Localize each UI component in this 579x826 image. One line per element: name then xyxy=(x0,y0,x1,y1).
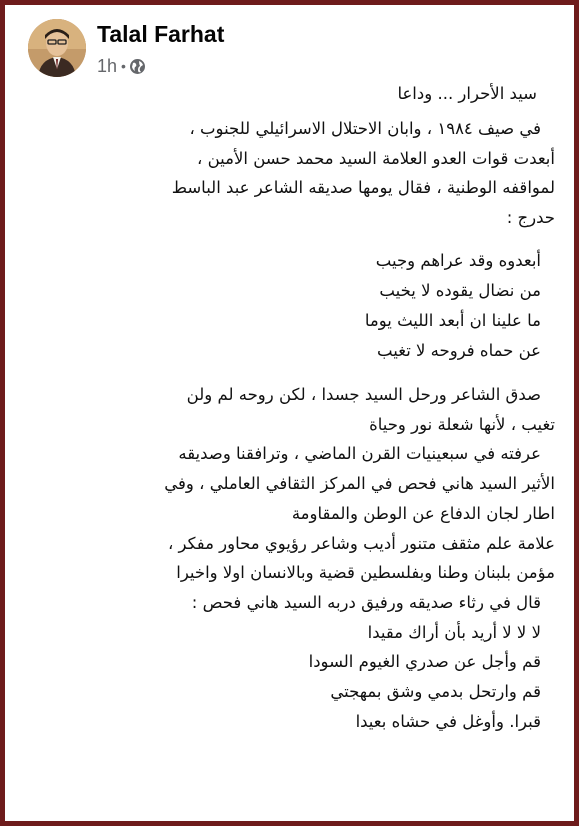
post-header xyxy=(5,5,574,83)
post-title: سيد الأحرار ... وداعا xyxy=(397,84,537,103)
post-meta xyxy=(97,56,146,76)
author-name[interactable]: Talal Farhat xyxy=(97,21,225,47)
globe-icon[interactable] xyxy=(129,58,146,75)
paragraph-tribute xyxy=(25,380,555,736)
post-card xyxy=(5,5,574,821)
poem-line: لا لا لا أريد بأن أراك مقيدا xyxy=(367,622,541,642)
text-line: صدق الشاعر ورحل السيد جسدا ، لكن روحه لم ولن xyxy=(186,385,541,404)
text-line: علامة علم مثقف متنور أديب وشاعر رؤيوي محاور مفكر ، xyxy=(167,533,555,553)
poem-line: من نضال يقوده لا يخيب xyxy=(379,281,541,300)
text-line: لمواقفه الوطنية ، فقال يومها صديقه الشاعر عبد الباسط xyxy=(171,178,555,197)
poem-line: قم وأجل عن صدري الغيوم السودا xyxy=(308,652,541,672)
text-line: مؤمن بلبنان وطنا وبفلسطين قضية وبالانسان اولا واخيرا xyxy=(176,563,555,583)
poem-line: أبعدوه وقد عراهم وجيب xyxy=(375,251,541,270)
paragraph-exile xyxy=(25,114,555,232)
post-body xyxy=(25,79,555,736)
meta-separator: • xyxy=(121,58,126,74)
text-line: أبعدت قوات العدو العلامة السيد محمد حسن الأمين ، xyxy=(197,148,555,168)
post-time[interactable]: 1h xyxy=(97,55,118,76)
author-avatar[interactable] xyxy=(28,19,86,77)
text-line: عرفته في سبعينيات القرن الماضي ، وترافقنا وصديقه xyxy=(178,444,541,464)
poem-line: قم وارتحل بدمي وشق بمهجتي xyxy=(330,682,541,702)
poem-abdelbasset xyxy=(25,246,555,366)
avatar-portrait-image xyxy=(28,19,86,77)
text-line: حدرج : xyxy=(506,207,555,227)
poem-line: قبرا. وأوغل في حشاه بعيدا xyxy=(355,711,541,731)
text-line: قال في رثاء صديقه ورفيق دربه السيد هاني فحص : xyxy=(191,592,541,612)
text-line: في صيف ١٩٨٤ ، وابان الاحتلال الاسرائيلي للجنوب ، xyxy=(189,119,541,138)
poem-line: عن حماه فروحه لا تغيب xyxy=(377,341,541,360)
poem-line: ما علينا ان أبعد الليث يوما xyxy=(364,311,541,330)
text-line: اطار لجان الدفاع عن الوطن والمقاومة xyxy=(291,503,555,523)
text-line: تغيب ، لأنها شعلة نور وحياة xyxy=(369,414,555,434)
text-line: الأثير السيد هاني فحص في المركز الثقافي العاملي ، وفي xyxy=(164,474,555,494)
